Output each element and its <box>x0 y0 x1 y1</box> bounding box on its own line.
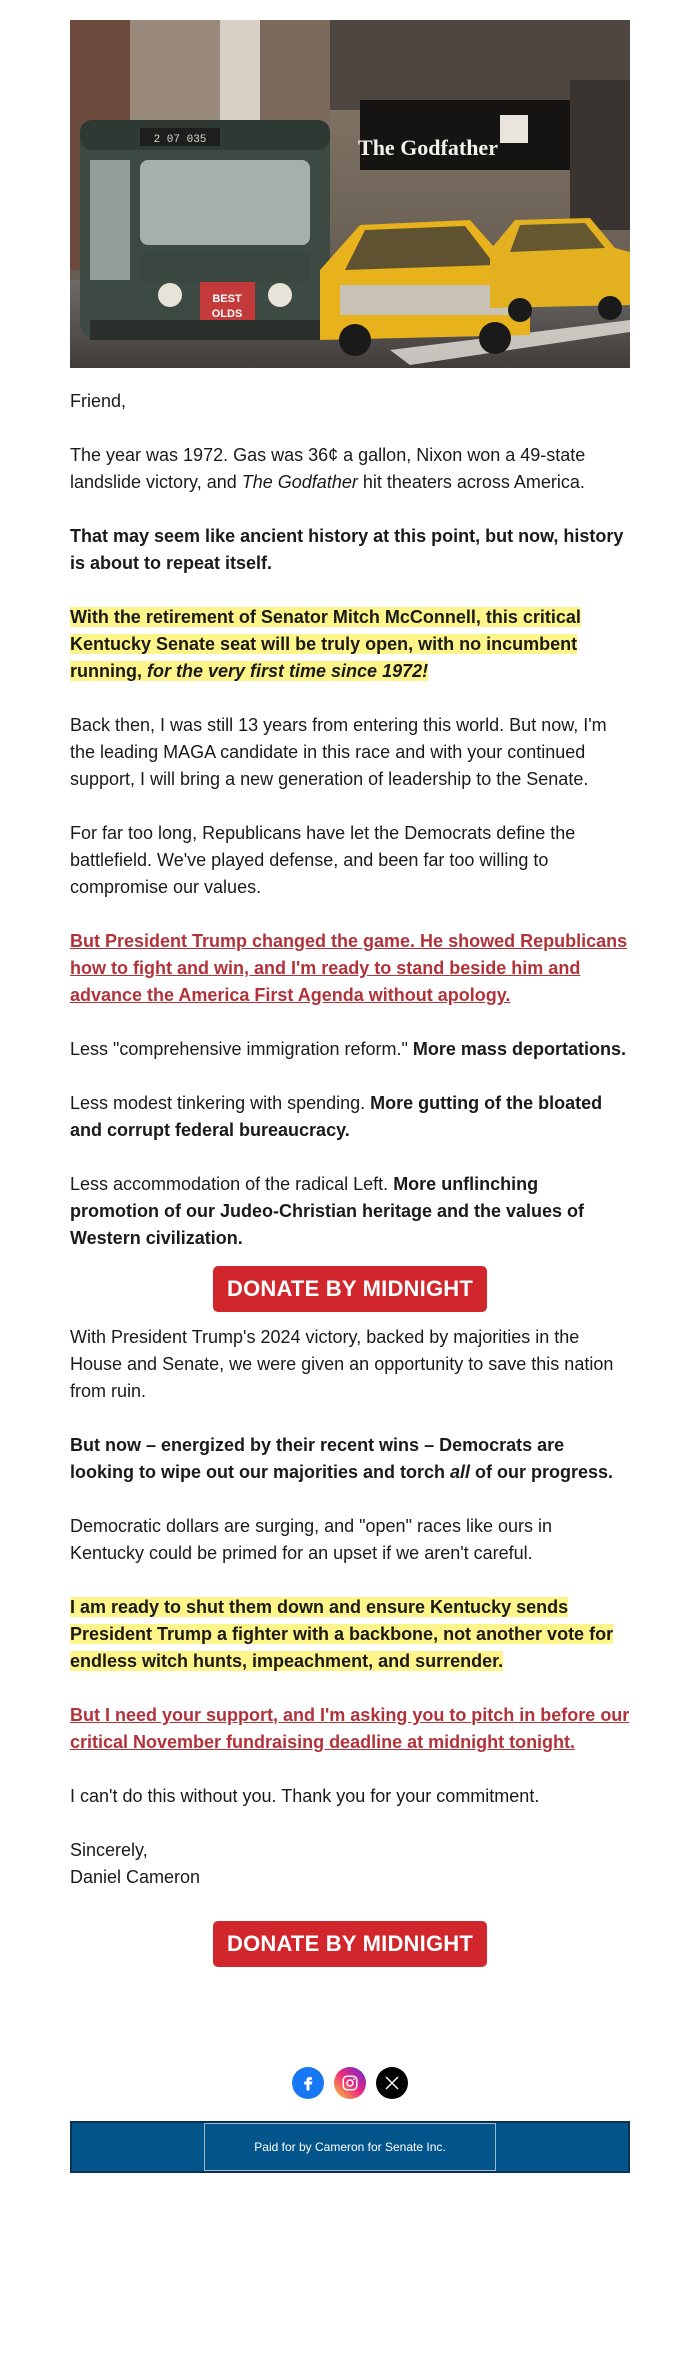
pitch-in-link[interactable]: But I need your support, and I'm asking you to pitch in before our critical November fundraising deadline at midnight tonight. <box>70 1705 630 1752</box>
paragraph-2 <box>70 523 630 577</box>
paragraph-6 <box>70 928 630 1009</box>
paragraph-11 <box>70 1432 630 1486</box>
p8-bold: More gutting of the bloated and corrupt federal bureaucracy. <box>70 1093 603 1140</box>
letter-content <box>70 368 630 1967</box>
paragraph-10: With President Trump's 2024 victory, backed by majorities in the House and Senate, we were given an opportunity to save this nation from ruin. <box>70 1327 614 1401</box>
paragraph-5: For far too long, Republicans have let the Democrats define the battlefield. We've played defense, and been far too willing to compromise our values. <box>70 823 576 897</box>
paragraph-13-highlight <box>70 1594 630 1675</box>
p1-italic: The Godfather <box>241 472 358 492</box>
paragraph-14 <box>70 1702 630 1756</box>
signoff-block <box>70 1837 630 1891</box>
donate-button-1[interactable]: DONATE BY MIDNIGHT <box>213 1266 487 1312</box>
p7-bold: More mass deportations. <box>412 1039 626 1059</box>
p3-text: With the retirement of Senator Mitch McConnell, this critical Kentucky Senate seat will be truly open, with no incumbent running, <box>70 607 581 681</box>
p1-text: The year was 1972. Gas was 36¢ a gallon, Nixon won a 49-state landslide victory, and <box>70 445 586 492</box>
p11-italic: all <box>450 1462 471 1482</box>
svg-text:BEST: BEST <box>212 293 242 305</box>
paragraph-3-highlight <box>70 604 630 685</box>
p1-text-end: hit theaters across America. <box>357 472 585 492</box>
street-scene-photo <box>70 20 630 368</box>
donate-button-2[interactable]: DONATE BY MIDNIGHT <box>213 1921 487 1967</box>
signoff: Sincerely, <box>70 1840 148 1860</box>
p8-text: Less modest tinkering with spending. <box>70 1093 371 1113</box>
greeting: Friend, <box>70 391 127 411</box>
trump-changed-game-link[interactable]: But President Trump changed the game. He showed Republicans how to fight and win, and I'm ready to stand beside him and advance the America First Agenda without apology. <box>70 931 628 1005</box>
svg-text:2 07 035: 2 07 035 <box>153 134 207 146</box>
bottom-spacer <box>70 2173 630 2285</box>
paragraph-12: Democratic dollars are surging, and "open" races like ours in Kentucky could be primed for an upset if we aren't careful. <box>70 1516 553 1563</box>
instagram-icon[interactable] <box>334 2067 366 2099</box>
x-icon[interactable] <box>376 2067 408 2099</box>
p3-italic: for the very first time since 1972! <box>146 661 429 681</box>
p7-text: Less "comprehensive immigration reform." <box>70 1039 413 1059</box>
p11-text: But now – energized by their recent wins – Democrats are looking to wipe out our majorities and torch <box>70 1435 565 1482</box>
email-body <box>70 0 630 2285</box>
paid-for-disclaimer: Paid for by Cameron for Senate Inc. <box>204 2123 496 2171</box>
paragraph-7 <box>70 1036 630 1063</box>
p13-bold: I am ready to shut them down and ensure Kentucky sends President Trump a fighter with a backbone, not another vote for endless witch hunts, impeachment, and surrender. <box>70 1597 614 1671</box>
svg-text:OLDS: OLDS <box>211 308 243 320</box>
cta-row-2 <box>70 1921 630 1967</box>
facebook-icon[interactable] <box>292 2067 324 2099</box>
marquee-text: The Godfather <box>358 135 498 160</box>
p2-bold: That may seem like ancient history at this point, but now, history is about to repeat itself. <box>70 526 624 573</box>
signature: Daniel Cameron <box>70 1867 201 1887</box>
paragraph-8 <box>70 1090 630 1144</box>
footer-bar <box>70 2121 630 2173</box>
p9-bold: More unflinching promotion of our Judeo-Christian heritage and the values of Western civilization. <box>70 1174 585 1248</box>
paragraph-9 <box>70 1171 630 1252</box>
p11-text-end: of our progress. <box>470 1462 614 1482</box>
paragraph-15: I can't do this without you. Thank you for your commitment. <box>70 1786 540 1806</box>
hero-image <box>70 20 630 368</box>
paragraph-1 <box>70 442 630 496</box>
paragraph-4: Back then, I was still 13 years from entering this world. But now, I'm the leading MAGA candidate in this race and with your continued support, I will bring a new generation of leadership to the Senate. <box>70 715 607 789</box>
p9-text: Less accommodation of the radical Left. <box>70 1174 394 1194</box>
social-links <box>70 2067 630 2099</box>
cta-row-1 <box>70 1266 630 1312</box>
